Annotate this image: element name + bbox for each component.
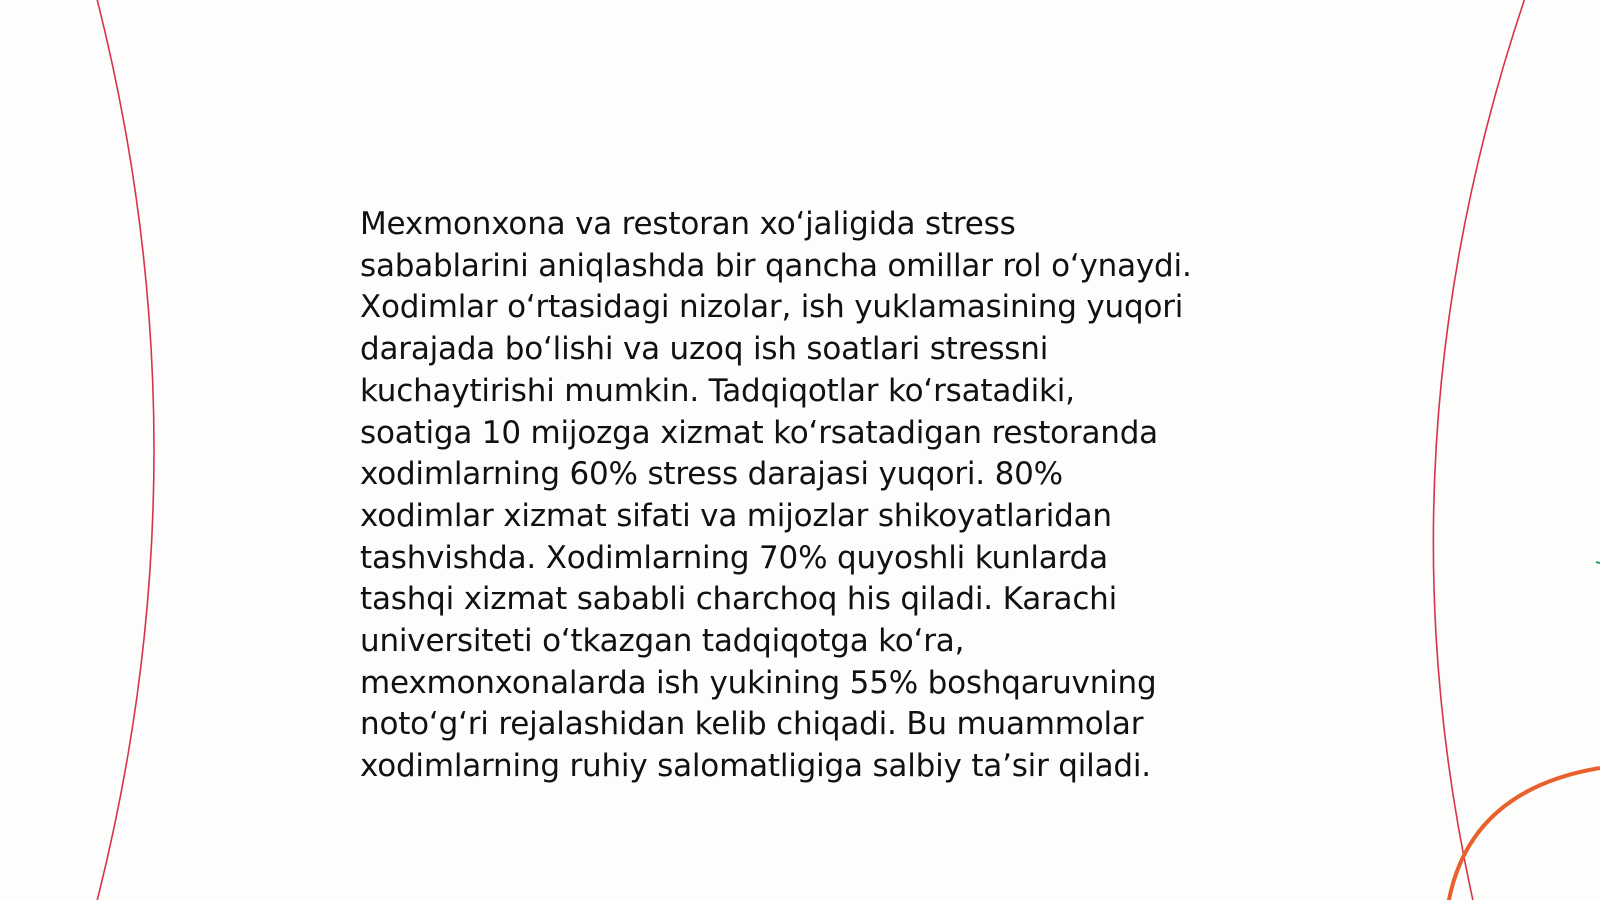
paragraph-line: tashvishda. Xodimlarning 70% quyoshli kunlarda [360,539,1108,576]
paragraph-line: Mexmonxona va restoran xoʻjaligida stress [360,206,1016,242]
paragraph-line: xodimlarning ruhiy salomatligiga salbiy taʼsir qiladi. [360,748,1151,785]
paragraph-line: xodimlarning 60% stress darajasi yuqori. 80% [360,456,1063,493]
paragraph-line: tashqi xizmat sababli charchoq his qiladi. Karachi [360,581,1118,618]
paragraph-line: notoʻgʻri rejalashidan kelib chiqadi. Bu muammolar [360,706,1144,743]
paragraph-line: soatiga 10 mijozga xizmat koʻrsatadigan restoranda [360,414,1158,451]
body-paragraph [360,204,1260,788]
right-arc [1433,0,1526,900]
paragraph-line: darajada boʻlishi va uzoq ish soatlari stressni [360,331,1049,368]
bottom-right-circle-arc [1448,768,1600,900]
paragraph-line: mexmonxonalarda ish yukining 55% boshqaruvning [360,664,1157,701]
paragraph-line: xodimlar xizmat sifati va mijozlar shikoyatlaridan [360,497,1112,534]
paragraph-line: kuchaytirishi mumkin. Tadqiqotlar koʻrsatadiki, [360,372,1075,409]
accent-mark [1596,562,1600,563]
paragraph-line: universiteti oʻtkazgan tadqiqotga koʻra, [360,623,965,660]
paragraph-line: Xodimlar oʻrtasidagi nizolar, ish yuklamasining yuqori [360,289,1184,326]
paragraph-line: sabablarini aniqlashda bir qancha omillar rol oʻynaydi. [360,247,1192,284]
left-arc [96,0,154,900]
